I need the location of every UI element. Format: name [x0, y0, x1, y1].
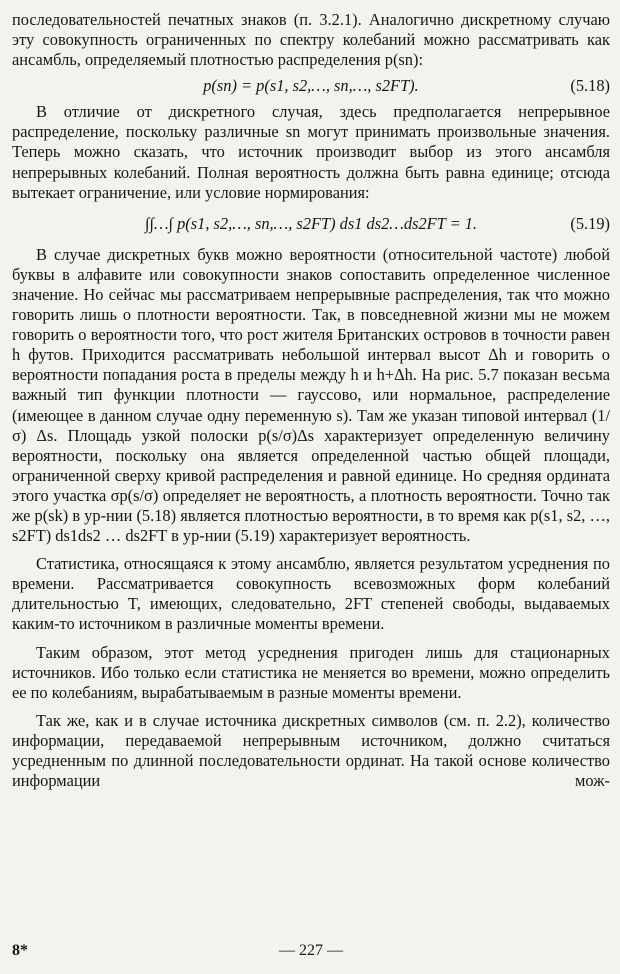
page-footer: [12, 938, 610, 964]
equation-5-19-body: ∫∫…∫ p(s1, s2,…, sn,…, s2FT) ds1 ds2…ds2FT = 1.: [144, 213, 478, 233]
equation-5-18-body: p(sn) = p(s1, s2,…, sn,…, s2FT).: [203, 76, 419, 96]
equation-5-19: [12, 203, 610, 245]
paragraph-6: Так же, как и в случае источника дискретных символов (см. п. 2.2), количество информации, передаваемой непрерывным источником, должно считаться усредненным по длинной последовательности ординат. На такой основе количество информации мож-: [12, 710, 610, 791]
paragraph-4: Статистика, относящаяся к этому ансамблю, является результатом усреднения по времени. Рассматривается совокупность всевозможных форм колебаний длительностью T, имеющих, следовательно, 2FT степеней свободы, выдаваемых каким-то источником в различные моменты времени.: [12, 554, 610, 634]
paragraph-1: последовательностей печатных знаков (п. 3.2.1). Аналогично дискретному случаю эту совокупность ограниченных по спектру колебаний можно рассматривать как ансамбль, определяемый плотностью распределения p(sn):: [12, 10, 610, 70]
paragraph-5: Таким образом, этот метод усреднения пригоден лишь для стационарных источников. Ибо только если статистика не меняется во времени, можно определить ее по колебаниям, вырабатываемым в разные моменты времени.: [12, 642, 610, 702]
equation-5-18: [12, 70, 610, 102]
paragraph-3: В случае дискретных букв можно вероятности (относительной частоте) любой буквы в алфавите или совокупности знаков сопоставить определенное численное значение. Но сейчас мы рассматриваем непрерывные распределения, так что можно говорить лишь о плотности вероятности. Так, в повседневной жизни мы не можем говорить о вероятности того, что рост жителя Британских островов в точности равен h футов. Приходится рассматривать небольшой интервал высот Δh и говорить о вероятности попадания роста в пределы между h и h+Δh. На рис. 5.7 показан весьма важный тип функции плотности — гауссово, или нормальное, распределение (имеющее в данном случае одну переменную s). Там же указан типовой интервал (1/σ) Δs. Площадь узкой полоски p(s/σ)Δs характеризует определенную величину вероятности, поскольку она является определенной частью общей площади, ограниченной сверху кривой распределения и равной единице. Но средняя ордината этого участка σp(s/σ) определяет не вероятность, а плотность вероятности. Точно так же p(sk) в ур-нии (5.18) является плотностью вероятности, в то время как p(s1, s2, …, s2FT) ds1ds2 … ds2FT в ур-нии (5.19) характеризует вероятность.: [12, 244, 610, 546]
equation-5-19-number: (5.19): [570, 213, 610, 233]
signature-mark: 8*: [12, 942, 28, 959]
paragraph-2: В отличие от дискретного случая, здесь предполагается непрерывное распределение, поскольку различные sn могут принимать произвольные значения. Теперь можно сказать, что источник производит выбор из этого ансамбля непрерывных колебаний. Полная вероятность должна быть равна единице; отсюда вытекает ограничение, или условие нормирования:: [12, 102, 610, 202]
equation-5-18-number: (5.18): [570, 76, 610, 96]
page-number: — 227 —: [279, 942, 343, 959]
